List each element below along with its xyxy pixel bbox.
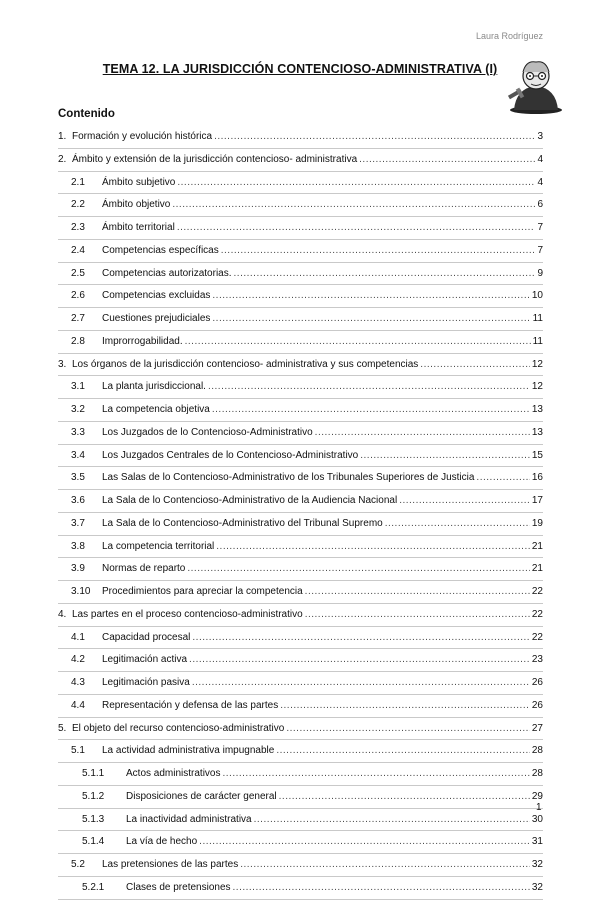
toc-entry-page: 11 — [532, 335, 543, 347]
toc-entry-number: 4.3 — [71, 677, 85, 688]
toc-leader-dots — [221, 245, 536, 256]
toc-entry-label: Procedimientos para apreciar la competencia — [102, 586, 303, 597]
toc-entry-label: Las Salas de lo Contencioso-Administrativo de los Tribunales Superiores de Justicia — [102, 472, 475, 484]
toc-leader-dots — [185, 336, 531, 347]
toc-entry-number: 3. — [58, 358, 67, 370]
toc-entry-label: Capacidad procesal — [102, 631, 191, 643]
toc-entry-page: 12 — [531, 381, 543, 393]
toc-leader-dots — [187, 563, 530, 574]
toc-entry[interactable] — [58, 627, 543, 650]
toc-entry-label: Competencias específicas — [102, 244, 219, 256]
toc-leader-dots — [240, 859, 530, 870]
toc-entry-label: Las partes en el proceso contencioso-administrativo — [72, 608, 303, 620]
toc-leader-dots — [212, 290, 529, 301]
toc-entry-label: Competencias autorizatorias. — [102, 267, 232, 279]
author-name: Laura Rodríguez — [475, 31, 543, 41]
toc-entry-page: 4 — [537, 176, 543, 188]
toc-entry-number: 5.1 — [71, 745, 85, 757]
toc-entry-page: 31 — [531, 836, 543, 848]
toc-entry-page: 21 — [531, 563, 543, 575]
toc-entry[interactable] — [58, 399, 543, 422]
toc-entry-page: 7 — [537, 244, 543, 256]
toc-entry-label: La inactividad administrativa — [126, 813, 252, 825]
toc-leader-dots — [279, 791, 530, 802]
toc-entry-number: 2.3 — [71, 222, 85, 233]
toc-entry-label: Los Juzgados de lo Contencioso-Administrativo — [102, 426, 313, 438]
toc-entry-label: Disposiciones de carácter general — [126, 790, 277, 802]
toc-leader-dots — [360, 450, 530, 461]
toc-entry[interactable] — [58, 126, 543, 149]
toc-entry-number: 3.6 — [71, 495, 85, 506]
toc-entry-number: 2. — [58, 153, 67, 165]
toc-entry[interactable] — [58, 376, 543, 399]
toc-entry-number: 5.2 — [71, 859, 85, 870]
document-title: TEMA 12. LA JURISDICCIÓN CONTENCIOSO-ADMINISTRATIVA (I) — [102, 62, 498, 76]
toc-entry-page: 12 — [531, 358, 543, 370]
toc-entry-page: 23 — [531, 654, 543, 666]
toc-entry[interactable] — [58, 217, 543, 240]
toc-leader-dots — [212, 404, 530, 415]
toc-entry-label: Los Juzgados Centrales de lo Contencioso-Administrativo — [102, 449, 359, 461]
toc-entry-label: Los órganos de la jurisdicción contencioso- administrativa y sus competencias — [72, 358, 419, 370]
toc-entry[interactable] — [58, 763, 543, 786]
toc-entry[interactable] — [58, 604, 543, 627]
toc-entry-page: 3 — [537, 131, 543, 142]
toc-entry-page: 22 — [531, 608, 543, 620]
toc-entry-page: 10 — [531, 290, 543, 302]
toc-entry-number: 3.5 — [71, 472, 85, 484]
toc-entry-number: 3.7 — [71, 517, 85, 529]
toc-entry[interactable] — [58, 490, 543, 513]
toc-entry-label: Ámbito objetivo — [102, 199, 171, 211]
toc-entry-page: 6 — [537, 199, 543, 211]
toc-leader-dots — [233, 882, 530, 893]
toc-entry[interactable] — [58, 422, 543, 445]
toc-entry-page: 4 — [537, 153, 543, 165]
toc-entry-label: Actos administrativos — [126, 768, 221, 779]
toc-entry-label: Ámbito y extensión de la jurisdicción contencioso- administrativa — [72, 153, 358, 165]
toc-entry-page: 17 — [531, 495, 543, 506]
toc-entry-page: 28 — [531, 768, 543, 779]
toc-entry[interactable] — [58, 672, 543, 695]
toc-entry-page: 26 — [531, 699, 543, 711]
toc-entry-label: Legitimación activa — [102, 654, 188, 666]
toc-entry-number: 2.8 — [71, 335, 85, 347]
toc-entry-number: 3.1 — [71, 381, 85, 393]
toc-leader-dots — [208, 381, 530, 392]
toc-entry-number: 4.4 — [71, 699, 85, 711]
toc-leader-dots — [212, 313, 530, 324]
toc-entry-number: 5.1.4 — [82, 836, 105, 848]
toc-entry-label: Cuestiones prejudiciales — [102, 313, 211, 324]
toc-entry-page: 9 — [537, 267, 543, 279]
toc-entry-label: Improrrogabilidad. — [102, 335, 183, 347]
toc-entry[interactable] — [58, 445, 543, 468]
toc-entry-label: La competencia objetiva — [102, 404, 210, 415]
toc-entry-page: 32 — [531, 859, 543, 870]
toc-leader-dots — [359, 154, 535, 165]
toc-entry-number: 2.5 — [71, 267, 85, 279]
toc-entry[interactable] — [58, 740, 543, 763]
toc-leader-dots — [177, 222, 536, 233]
toc-entry-number: 2.7 — [71, 313, 85, 324]
toc-entry[interactable] — [58, 786, 543, 809]
toc-entry-label: Ámbito territorial — [102, 222, 175, 233]
toc-entry-page: 22 — [531, 631, 543, 643]
toc-leader-dots — [315, 427, 530, 438]
toc-entry-number: 3.10 — [71, 586, 91, 597]
toc-entry-page: 29 — [531, 790, 543, 802]
toc-entry-page: 21 — [531, 540, 543, 552]
toc-leader-dots — [172, 199, 535, 210]
toc-entry-number: 3.4 — [71, 449, 85, 461]
toc-entry-label: La vía de hecho — [126, 836, 198, 848]
toc-entry-number: 5.1.3 — [82, 813, 105, 825]
toc-entry-page: 7 — [537, 222, 543, 233]
toc-entry[interactable] — [58, 718, 543, 741]
toc-leader-dots — [276, 745, 530, 756]
toc-entry-number: 5. — [58, 722, 67, 734]
toc-entry[interactable] — [58, 240, 543, 263]
toc-entry-page: 19 — [531, 517, 543, 529]
toc-entry[interactable] — [58, 649, 543, 672]
toc-entry[interactable] — [58, 809, 543, 832]
toc-leader-dots — [189, 654, 530, 665]
toc-entry-page: 16 — [531, 472, 543, 484]
toc-entry-number: 5.1.1 — [82, 768, 105, 779]
toc-entry-page: 30 — [531, 813, 543, 825]
toc-entry[interactable] — [58, 354, 543, 377]
toc-entry-number: 4. — [58, 608, 67, 620]
toc-entry[interactable] — [58, 695, 543, 718]
toc-entry-number: 5.2.1 — [82, 881, 105, 893]
toc-leader-dots — [216, 541, 530, 552]
toc-entry-number: 3.8 — [71, 540, 85, 552]
toc-entry-label: La Sala de lo Contencioso-Administrativo de la Audiencia Nacional — [102, 495, 398, 506]
toc-leader-dots — [280, 700, 530, 711]
toc-leader-dots — [385, 518, 530, 529]
toc-entry-page: 22 — [531, 586, 543, 597]
toc-leader-dots — [192, 677, 530, 688]
toc-entry-number: 2.6 — [71, 290, 85, 302]
toc-entry[interactable] — [58, 263, 543, 286]
toc-entry-number: 1. — [58, 131, 67, 142]
toc-entry[interactable] — [58, 877, 543, 900]
toc-entry-page: 13 — [531, 404, 543, 415]
toc-entry-number: 4.2 — [71, 654, 85, 666]
toc-entry-label: Clases de pretensiones — [126, 881, 231, 893]
toc-entry-page: 32 — [531, 881, 543, 893]
toc-leader-dots — [199, 836, 530, 847]
toc-entry-label: La Sala de lo Contencioso-Administrativo del Tribunal Supremo — [102, 517, 383, 529]
toc-entry-page: 15 — [531, 449, 543, 461]
toc-leader-dots — [234, 268, 536, 279]
toc-entry-page: 11 — [532, 313, 543, 324]
toc-leader-dots — [399, 495, 530, 506]
toc-entry-label: Legitimación pasiva — [102, 677, 190, 688]
toc-entry[interactable] — [58, 581, 543, 604]
toc-entry-label: Formación y evolución histórica — [72, 131, 213, 142]
toc-entry-number: 5.1.2 — [82, 790, 105, 802]
toc-entry-label: Normas de reparto — [102, 563, 186, 575]
toc-entry-label: Las pretensiones de las partes — [102, 859, 239, 870]
toc-entry[interactable] — [58, 831, 543, 854]
toc-entry[interactable] — [58, 467, 543, 490]
toc-leader-dots — [177, 177, 535, 188]
toc-leader-dots — [420, 359, 530, 370]
toc-leader-dots — [286, 723, 530, 734]
toc-leader-dots — [476, 472, 529, 483]
toc-entry-page: 28 — [531, 745, 543, 757]
toc-entry[interactable] — [58, 854, 543, 877]
toc-entry[interactable] — [58, 558, 543, 581]
toc-entry-label: La actividad administrativa impugnable — [102, 745, 275, 757]
toc-entry[interactable] — [58, 308, 543, 331]
toc-entry-number: 4.1 — [71, 631, 85, 643]
toc-entry-number: 2.2 — [71, 199, 85, 211]
toc-entry-label: Ámbito subjetivo — [102, 176, 176, 188]
toc-entry[interactable] — [58, 172, 543, 195]
toc-entry[interactable] — [58, 513, 543, 536]
toc-entry-number: 3.3 — [71, 426, 85, 438]
toc-entry-page: 27 — [531, 722, 543, 734]
toc-entry-page: 13 — [531, 426, 543, 438]
toc-entry[interactable] — [58, 149, 543, 172]
toc-entry-number: 3.2 — [71, 404, 85, 415]
toc-entry-number: 2.4 — [71, 244, 85, 256]
toc-entry-label: El objeto del recurso contencioso-administrativo — [72, 722, 285, 734]
judge-illustration-icon — [506, 58, 566, 114]
toc-leader-dots — [192, 632, 529, 643]
toc-leader-dots — [305, 609, 530, 620]
toc-entry[interactable] — [58, 285, 543, 308]
toc-heading: Contenido — [58, 108, 115, 120]
toc-leader-dots — [214, 131, 535, 142]
toc-entry[interactable] — [58, 536, 543, 559]
toc-leader-dots — [305, 586, 530, 597]
toc-entry[interactable] — [58, 331, 543, 354]
toc-entry-label: Competencias excluidas — [102, 290, 211, 302]
table-of-contents — [58, 126, 543, 900]
toc-entry-label: La planta jurisdiccional. — [102, 381, 206, 393]
toc-entry-page: 26 — [531, 677, 543, 688]
toc-entry-number: 3.9 — [71, 563, 85, 575]
toc-entry-label: La competencia territorial — [102, 540, 215, 552]
toc-entry-number: 2.1 — [71, 176, 85, 188]
toc-leader-dots — [254, 814, 530, 825]
toc-leader-dots — [222, 768, 529, 779]
toc-entry[interactable] — [58, 194, 543, 217]
page-number: 1 — [536, 802, 542, 813]
toc-entry-label: Representación y defensa de las partes — [102, 699, 279, 711]
